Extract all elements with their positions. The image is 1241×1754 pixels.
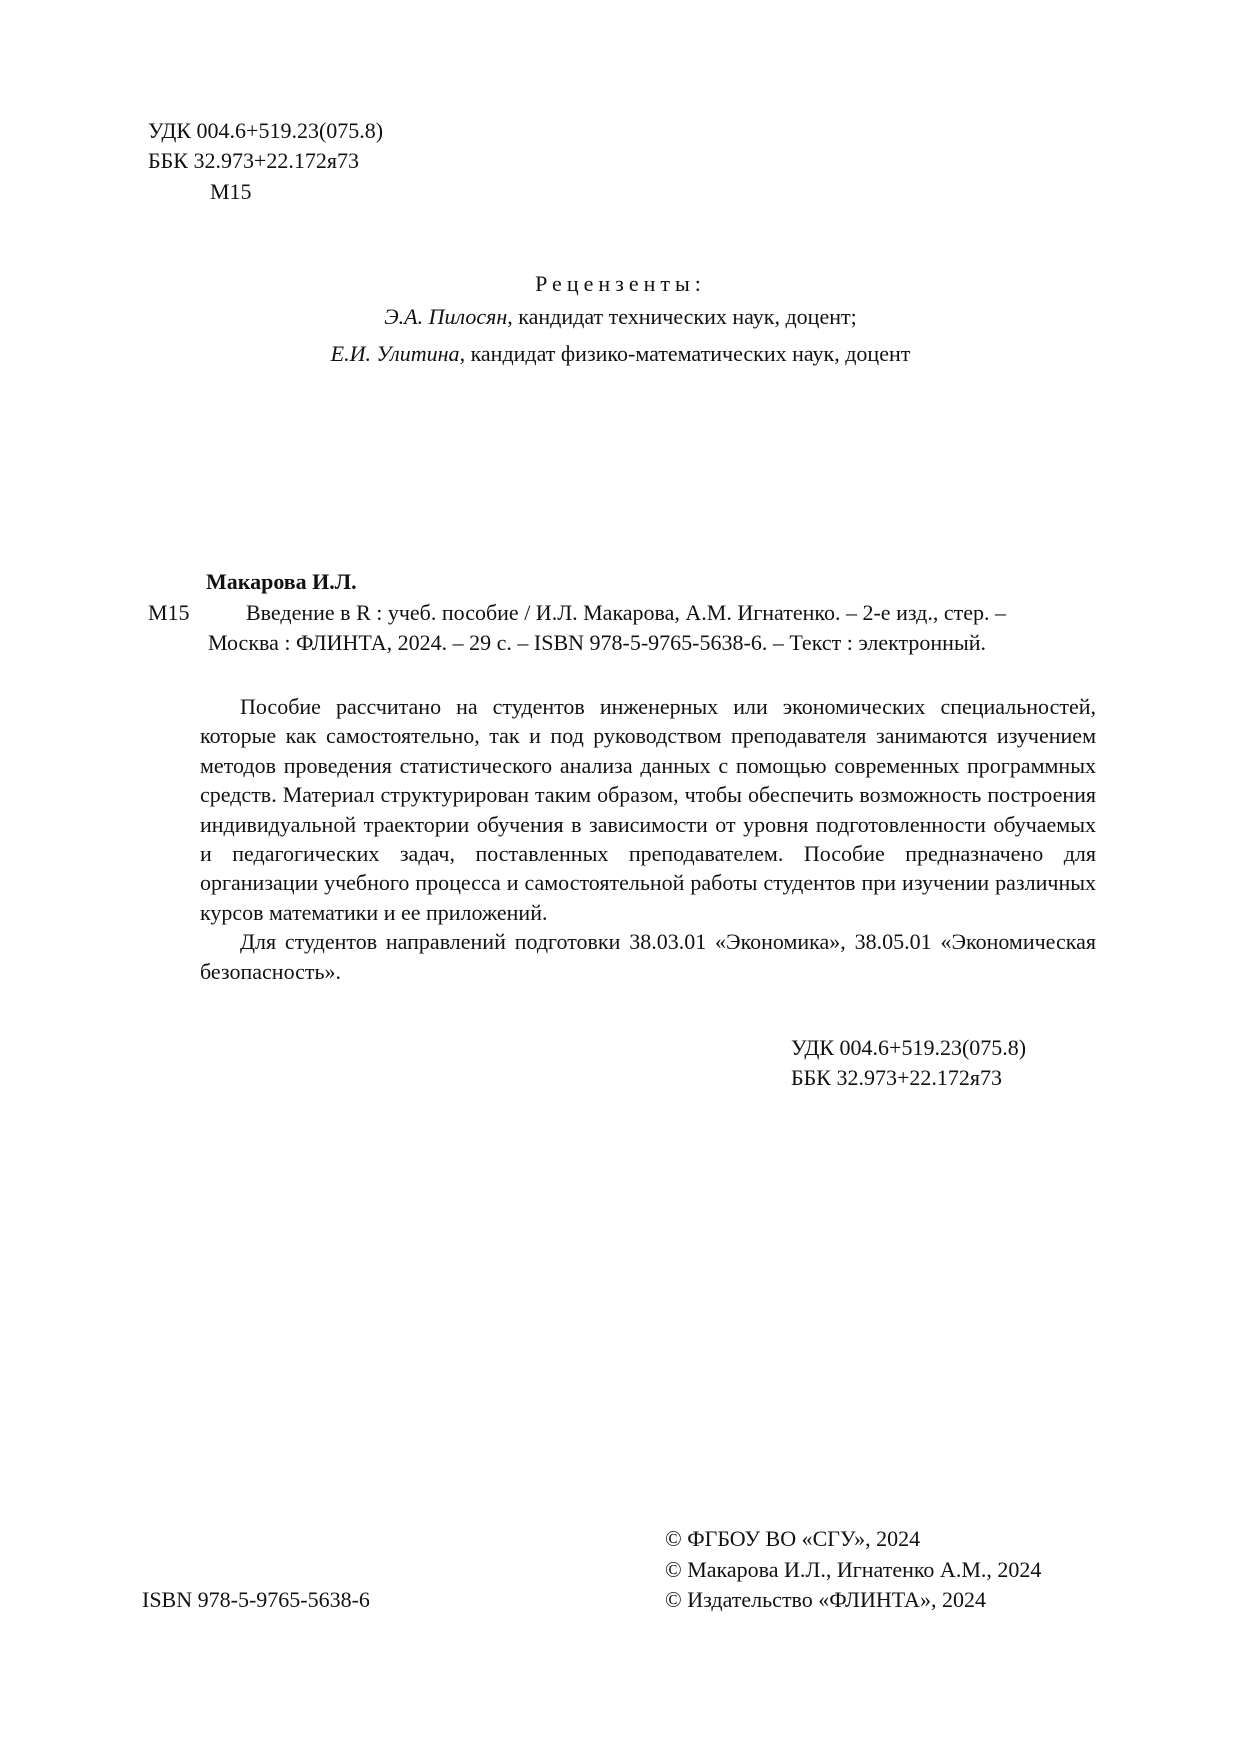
reviewers-heading: Рецензенты: <box>535 271 706 296</box>
reviewer-1 <box>0 306 1241 328</box>
annotation <box>200 692 1096 986</box>
bib-author-sign: М15 <box>148 600 190 625</box>
author-sign-top: М15 <box>210 179 252 204</box>
copyright-1: © ФГБОУ ВО «СГУ», 2024 <box>665 1526 921 1551</box>
udk-code-bottom: УДК 004.6+519.23(075.8) <box>791 1035 1027 1060</box>
bib-description-line-1: Введение в R : учеб. пособие / И.Л. Макарова, А.М. Игнатенко. – 2-е изд., стер. – <box>246 600 1006 625</box>
isbn: ISBN 978-5-9765-5638-6 <box>142 1587 370 1612</box>
copyright-2: © Макарова И.Л., Игнатенко А.М., 2024 <box>665 1557 1042 1582</box>
udk-code-top: УДК 004.6+519.23(075.8) <box>148 118 384 143</box>
reviewer-2-details: , кандидат физико-математических наук, доцент <box>459 341 911 366</box>
annotation-paragraph-2: Для студентов направлений подготовки 38.03.01 «Экономика», 38.05.01 «Экономическая безопасность». <box>200 929 1096 984</box>
reviewer-1-name: Э.А. Пилосян <box>384 304 508 329</box>
bib-author: Макарова И.Л. <box>206 569 357 594</box>
copyright-3: © Издательство «ФЛИНТА», 2024 <box>665 1587 986 1612</box>
reviewer-1-details: , кандидат технических наук, доцент; <box>507 304 857 329</box>
annotation-paragraph-1: Пособие рассчитано на студентов инженерных или экономических специальностей, которые как самостоятельно, так и под руководством преподавателя занимаются изучением методов проведения статистического анализа данных с помощью современных программных средств. Материал структурирован таким образом, чтобы обеспечить возможность построения индивидуальной траектории обучения в зависимости от уровня подготовленности обучаемых и педагогических задач, поставленных преподавателем. Пособие предназначено для организации учебного процесса и самостоятельной работы студентов при изучении различных курсов математики и ее приложений. <box>200 694 1096 925</box>
bbk-code-bottom: ББК 32.973+22.172я73 <box>791 1065 1002 1090</box>
bib-description-line-2: Москва : ФЛИНТА, 2024. – 29 с. – ISBN 978-5-9765-5638-6. – Текст : электронный. <box>208 630 987 655</box>
bbk-code-top: ББК 32.973+22.172я73 <box>148 148 359 173</box>
reviewer-2-name: Е.И. Улитина <box>330 341 460 366</box>
reviewer-2 <box>0 343 1241 365</box>
